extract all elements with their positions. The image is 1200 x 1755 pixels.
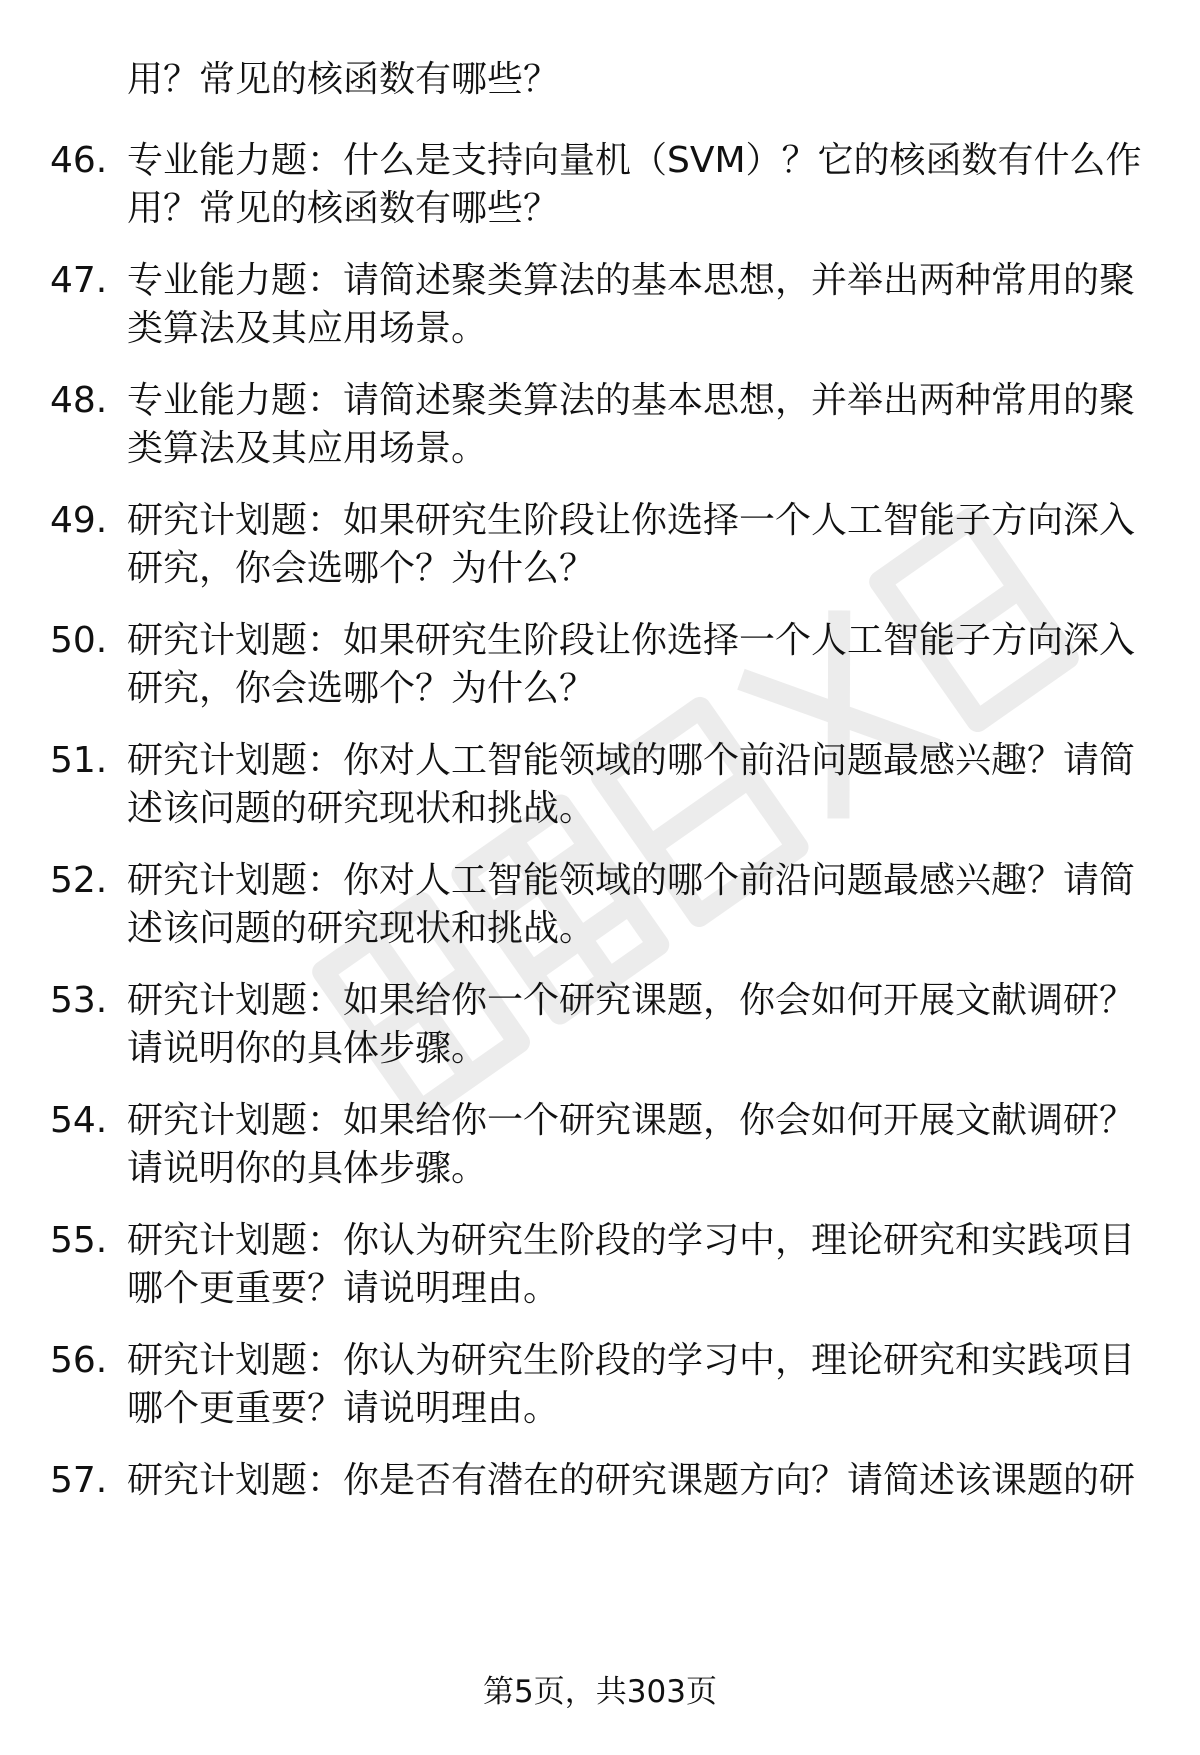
- question-text: [127, 257, 1160, 353]
- question-number: 46.: [50, 140, 108, 181]
- question-text: [127, 857, 1160, 953]
- question-item: [50, 1217, 1160, 1313]
- question-number: 57.: [50, 1460, 108, 1501]
- question-text-line: 请说明你的具体步骤。: [127, 1148, 488, 1189]
- question-text-line: 哪个更重要？请说明理由。: [127, 1268, 560, 1309]
- question-number: 50.: [50, 620, 108, 661]
- question-text-line: 研究计划题：如果给你一个研究课题，你会如何开展文献调研？: [127, 980, 1136, 1021]
- question-text-line: 研究计划题：如果研究生阶段让你选择一个人工智能子方向深入: [127, 620, 1136, 661]
- question-number: 47.: [50, 260, 108, 301]
- question-item: [50, 617, 1160, 713]
- question-text: [127, 977, 1160, 1073]
- question-text-line: 研究计划题：你是否有潜在的研究课题方向？请简述该课题的研: [127, 1460, 1136, 1501]
- question-item: [50, 1097, 1160, 1193]
- question-number: 56.: [50, 1340, 108, 1381]
- question-text-line: 研究计划题：如果给你一个研究课题，你会如何开展文献调研？: [127, 1100, 1136, 1141]
- question-text-line: 研究计划题：你认为研究生阶段的学习中，理论研究和实践项目: [127, 1220, 1136, 1261]
- question-text-line: 专业能力题：请简述聚类算法的基本思想，并举出两种常用的聚: [127, 380, 1136, 421]
- question-number: 54.: [50, 1100, 108, 1141]
- page-footer: 第5页，共303页: [483, 1674, 717, 1710]
- question-item: [50, 737, 1160, 833]
- question-text-line: 研究计划题：你对人工智能领域的哪个前沿问题最感兴趣？请简: [127, 860, 1136, 901]
- question-text: [127, 1457, 1160, 1505]
- question-text: [127, 497, 1160, 593]
- question-text-line: 研究计划题：你对人工智能领域的哪个前沿问题最感兴趣？请简: [127, 740, 1136, 781]
- question-item: [50, 1337, 1160, 1433]
- question-item: [50, 137, 1160, 233]
- question-text: [127, 617, 1160, 713]
- question-text-line: 述该问题的研究现状和挑战。: [127, 908, 596, 949]
- question-text-line: 研究计划题：如果研究生阶段让你选择一个人工智能子方向深入: [127, 500, 1136, 541]
- question-text-line: 研究，你会选哪个？为什么？: [127, 548, 596, 589]
- question-number: 48.: [50, 380, 108, 421]
- question-number: 51.: [50, 740, 108, 781]
- question-text: [127, 137, 1160, 233]
- question-item: [50, 257, 1160, 353]
- question-item: [50, 857, 1160, 953]
- question-number: 49.: [50, 500, 108, 541]
- question-number: 52.: [50, 860, 108, 901]
- question-item: [50, 377, 1160, 473]
- question-item: [50, 497, 1160, 593]
- question-text-line: 专业能力题：请简述聚类算法的基本思想，并举出两种常用的聚: [127, 260, 1136, 301]
- question-text-line: 类算法及其应用场景。: [127, 428, 488, 469]
- question-text-line: 请说明你的具体步骤。: [127, 1028, 488, 1069]
- question-text: [127, 1337, 1160, 1433]
- question-text: [127, 1097, 1160, 1193]
- question-item: [50, 1457, 1160, 1505]
- question-text-line: 用？常见的核函数有哪些？: [127, 188, 560, 229]
- question-text-line: 研究，你会选哪个？为什么？: [127, 668, 596, 709]
- question-text-line: 研究计划题：你认为研究生阶段的学习中，理论研究和实践项目: [127, 1340, 1136, 1381]
- question-text-line: 哪个更重要？请说明理由。: [127, 1388, 560, 1429]
- question-text: [127, 1217, 1160, 1313]
- question-text: [127, 737, 1160, 833]
- question-text: [127, 377, 1160, 473]
- question-number: 53.: [50, 980, 108, 1021]
- question-text-line: 专业能力题：什么是支持向量机（SVM）？它的核函数有什么作: [127, 140, 1142, 181]
- question-text-line: 述该问题的研究现状和挑战。: [127, 788, 596, 829]
- question-item: [50, 977, 1160, 1073]
- question-text-line: 类算法及其应用场景。: [127, 308, 488, 349]
- continuation-line: 用？常见的核函数有哪些？: [127, 59, 560, 100]
- question-number: 55.: [50, 1220, 108, 1261]
